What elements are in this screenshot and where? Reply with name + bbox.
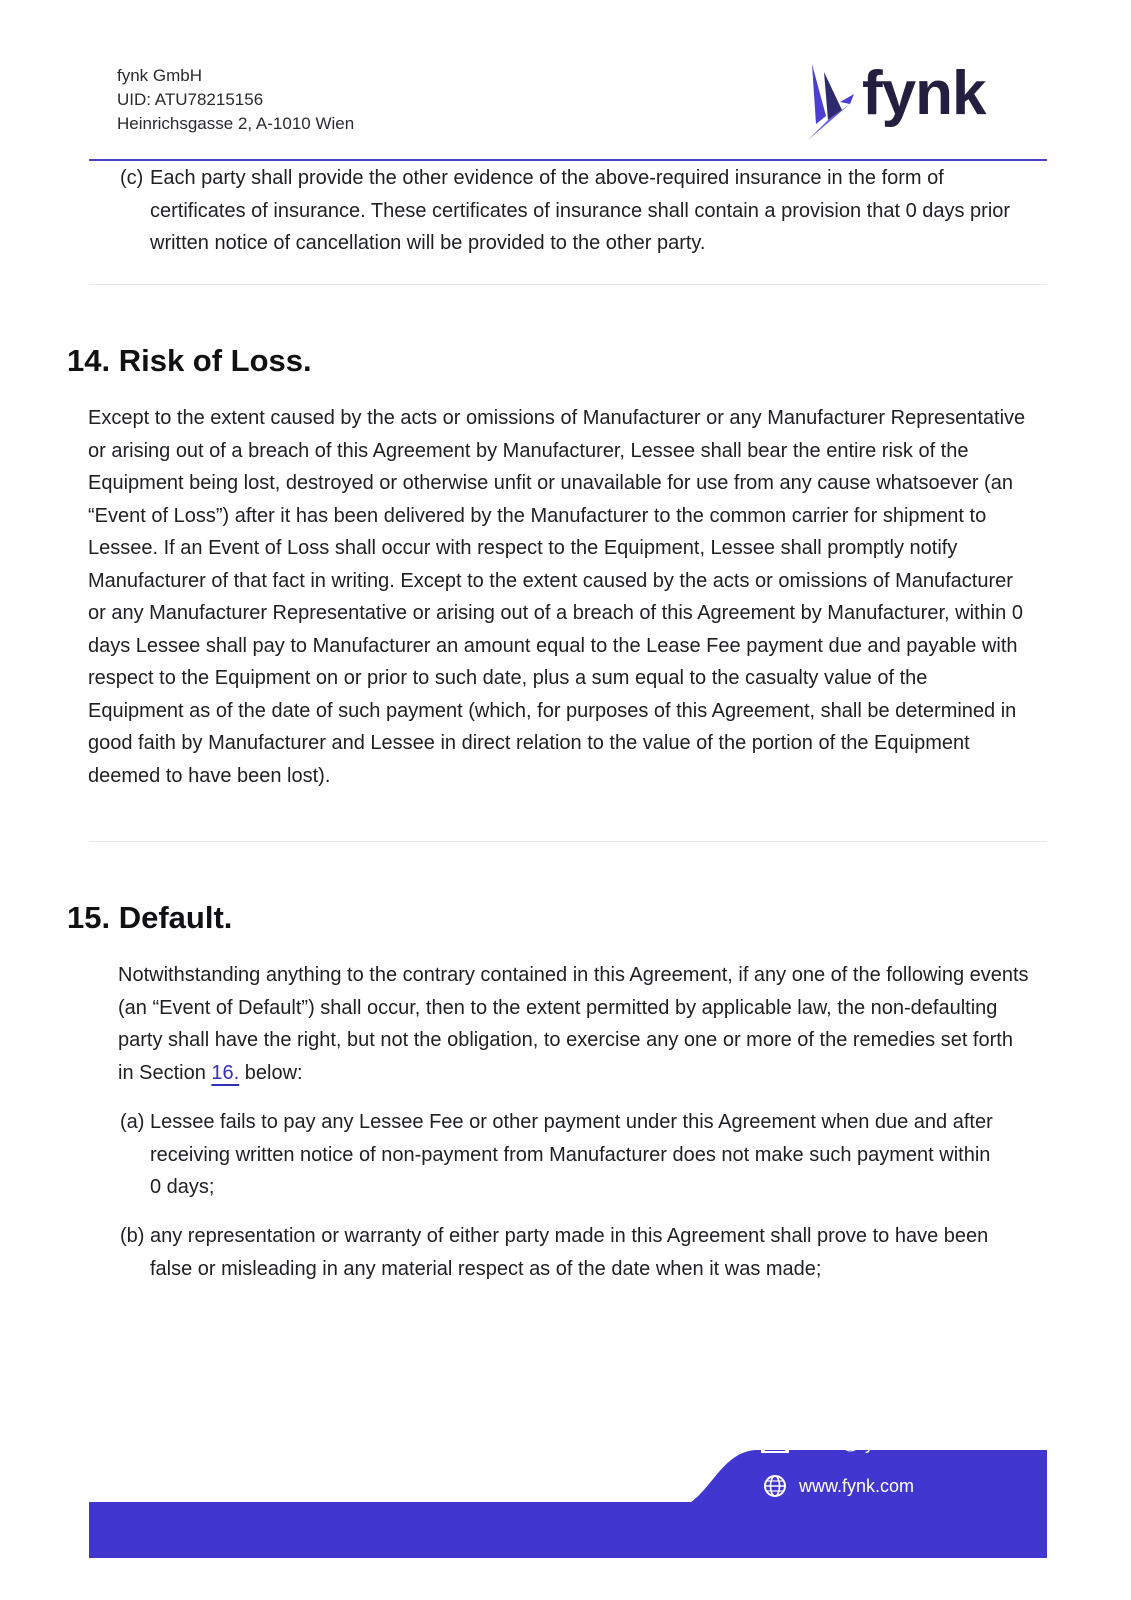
fynk-logo: [806, 60, 1006, 140]
section-16-link[interactable]: 16.: [211, 1061, 240, 1084]
item-label: (c): [120, 167, 144, 189]
section-heading-15: 15. Default.: [67, 900, 233, 935]
globe-icon: [760, 1474, 790, 1498]
list-item: [120, 1220, 1000, 1285]
intro-text-end: below:: [239, 1061, 303, 1084]
logo-wordmark: fynk: [862, 59, 986, 128]
company-address: Heinrichsgasse 2, A-1010 Wien: [117, 114, 355, 133]
item-text: any representation or warranty of either party made in this Agreement shall prove to have been false or misleading in any material respect as of the date when it was made;: [150, 1225, 989, 1280]
section-divider: [89, 284, 1047, 285]
company-name: fynk GmbH: [117, 66, 203, 85]
intro-text: Notwithstanding anything to the contrary contained in this Agreement, if any one of the following events (an “Event of Default”) shall occur, then to the extent permitted by applicable law, the non-defaulting party shall have the right, but not the obligation, to exercise any one or more of the remedies set forth in Section: [118, 964, 1029, 1084]
website-text: www.fynk.com: [799, 1476, 915, 1496]
section-divider: [89, 841, 1047, 842]
envelope-icon: [760, 1431, 790, 1455]
list-item: [120, 1106, 1000, 1204]
header-divider: [89, 159, 1047, 161]
section-15-intro: [118, 959, 1030, 1089]
section-heading-14: 14. Risk of Loss.: [67, 343, 312, 378]
item-text: Lessee fails to pay any Lessee Fee or other payment under this Agreement when due and after receiving written notice of non-payment from Manufacturer does not make such payment within 0 days;: [150, 1111, 993, 1198]
company-uid: UID: ATU78215156: [117, 90, 264, 109]
item-text: Each party shall provide the other evidence of the above-required insurance in the form of certificates of insurance. These certificates of insurance shall contain a provision that 0 days prior written notice of cancellation will be provided to the other party.: [150, 167, 1011, 254]
footer-website[interactable]: [760, 1474, 914, 1498]
list-item: [120, 162, 1035, 260]
footer-bar: [89, 1502, 1047, 1558]
company-info: [117, 64, 354, 136]
footer-email[interactable]: [760, 1431, 932, 1455]
item-label: (a): [120, 1111, 145, 1133]
email-text: office@fynk.com: [799, 1433, 932, 1453]
section-14-body: Except to the extent caused by the acts or omissions of Manufacturer or any Manufacturer Representative or arising out of a breach of this Agreement by Manufacturer, Lessee shall bear the entire risk of the Equipment being lost, destroyed or otherwise unfit or unavailable for use from any cause whatsoever (an “Event of Loss”) after it has been delivered by the Manufacturer to the common carrier for shipment to Lessee. If an Event of Loss shall occur with respect to the Equipment, Lessee shall promptly notify Manufacturer of that fact in writing. Except to the extent caused by the acts or omissions of Manufacturer or any Manufacturer Representative or arising out of a breach of this Agreement by Manufacturer, within 0 days Lessee shall pay to Manufacturer an amount equal to the Lease Fee payment due and payable with respect to the Equipment on or prior to such date, plus a sum equal to the casualty value of the Equipment as of the date of such payment (which, for purposes of this Agreement, shall be determined in good faith by Manufacturer and Lessee in direct relation to the value of the portion of the Equipment deemed to have been lost).: [88, 407, 1026, 787]
bird-logo-icon: [806, 64, 866, 140]
item-label: (b): [120, 1225, 145, 1247]
